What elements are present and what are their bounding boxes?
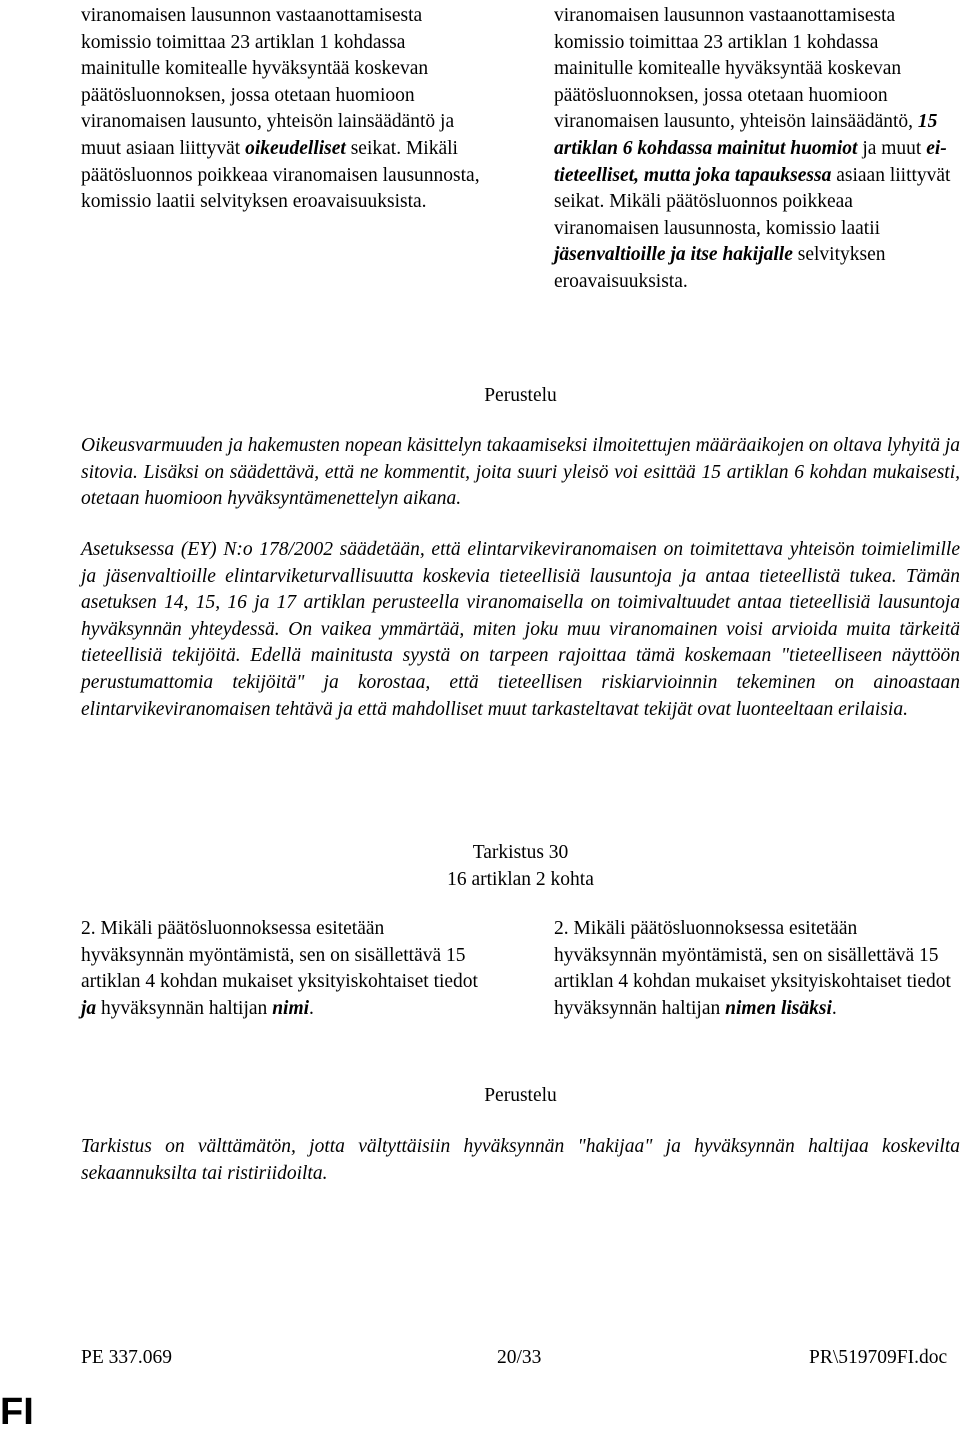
- footer-page-number: 20/33: [497, 1347, 542, 1368]
- justification-paragraph: Tarkistus on välttämätön, jotta vältyttäisiin hyväksynnän "hakijaa" ja hyväksynnän haltijaa koskevilta sekaannuksilta tai ristiriidoilta.: [81, 1136, 960, 1184]
- amendment-heading: [0, 840, 960, 893]
- amendment-number: Tarkistus 30: [472, 842, 569, 863]
- justification-paragraph: Asetuksessa (EY) N:o 178/2002 säädetään, että elintarvikeviranomaisen on toimitettava yhteisön toimielimille ja jäsenvaltioille elintarviketurvallisuutta koskevia tieteellisiä lausuntoja ja antaa tieteellistä tukea. Tämän asetuksen 14, 15, 16 ja 17 artiklan perusteella viranomaisella on toimivaltuudet antaa tieteellisiä lausuntoja hyväksynnän yhteydessä. On vaikea ymmärtää, miten joku muu viranomainen voisi arvioida muita tärkeitä tieteellisiä tekijöitä. Edellä mainitusta syystä on tarpeen rajoittaa tämä koskemaan "tieteelliseen näyttöön perustumattomia tekijöitä" ja korostaa, että tieteellisen riskiarvioinnin tekeminen on ainoastaan elintarvikeviranomaisen tehtävä ja että mahdolliset muut tarkasteltavat tekijät ovat luonteeltaan erilaisia.: [81, 539, 960, 720]
- right-column-amended-text: [554, 3, 960, 296]
- amendment-right-column: [554, 916, 960, 1022]
- language-code: FI: [0, 1391, 34, 1433]
- footer-reference: PE 337.069: [81, 1347, 173, 1368]
- justification-heading: Perustelu: [484, 1085, 557, 1106]
- right-paragraph: viranomaisen lausunnon vastaanottamisesta komissio toimittaa 23 artiklan 1 kohdassa mainitulle komitealle hyväksyntää koskevan päätösluonnoksen, jossa otetaan huomioon viranomaisen lausunto, yhteisön lainsäädäntö, 15 artiklan 6 kohdassa mainitut huomiot ja muut ei-tieteelliset, mutta joka tapauksessa asiaan liittyvät seikat. Mikäli päätösluonnos poikkeaa viranomaisen lausunnosta, komissio laatii jäsenvaltioille ja itse hakijalle selvityksen eroavaisuuksista.: [554, 5, 951, 292]
- justification-heading: Perustelu: [484, 385, 557, 406]
- footer-document-name: PR\519709FI.doc: [809, 1347, 948, 1368]
- left-paragraph: 2. Mikäli päätösluonnoksessa esitetään hyväksynnän myöntämistä, sen on sisällettävä 15 artiklan 4 kohdan mukaiset yksityiskohtaiset tiedot ja hyväksynnän haltijan nimi.: [81, 918, 478, 1019]
- right-paragraph: 2. Mikäli päätösluonnoksessa esitetään hyväksynnän myöntämistä, sen on sisällettävä 15 artiklan 4 kohdan mukaiset yksityiskohtaiset tiedot hyväksynnän haltijan nimen lisäksi.: [554, 918, 951, 1019]
- amendment-article: 16 artiklan 2 kohta: [447, 868, 594, 890]
- left-paragraph: viranomaisen lausunnon vastaanottamisesta komissio toimittaa 23 artiklan 1 kohdassa mainitulle komitealle hyväksyntää koskevan päätösluonnoksen, jossa otetaan huomioon viranomaisen lausunto, yhteisön lainsäädäntö ja muut asiaan liittyvät oikeudelliset seikat. Mikäli päätösluonnos poikkeaa viranomaisen lausunnosta, komissio laatii selvityksen eroavaisuuksista.: [81, 5, 480, 213]
- amendment-left-column: [81, 916, 481, 1022]
- left-column-original-text: [81, 3, 481, 216]
- justification-paragraph: Oikeusvarmuuden ja hakemusten nopean käsittelyn takaamiseksi ilmoitettujen määräaikojen on oltava lyhyitä ja sitovia. Lisäksi on säädettävä, että ne kommentit, joita suuri yleisö voi esittää 15 artiklan 6 kohdan mukaisesti, otetaan huomioon hyväksyntämenettelyn aikana.: [81, 435, 960, 510]
